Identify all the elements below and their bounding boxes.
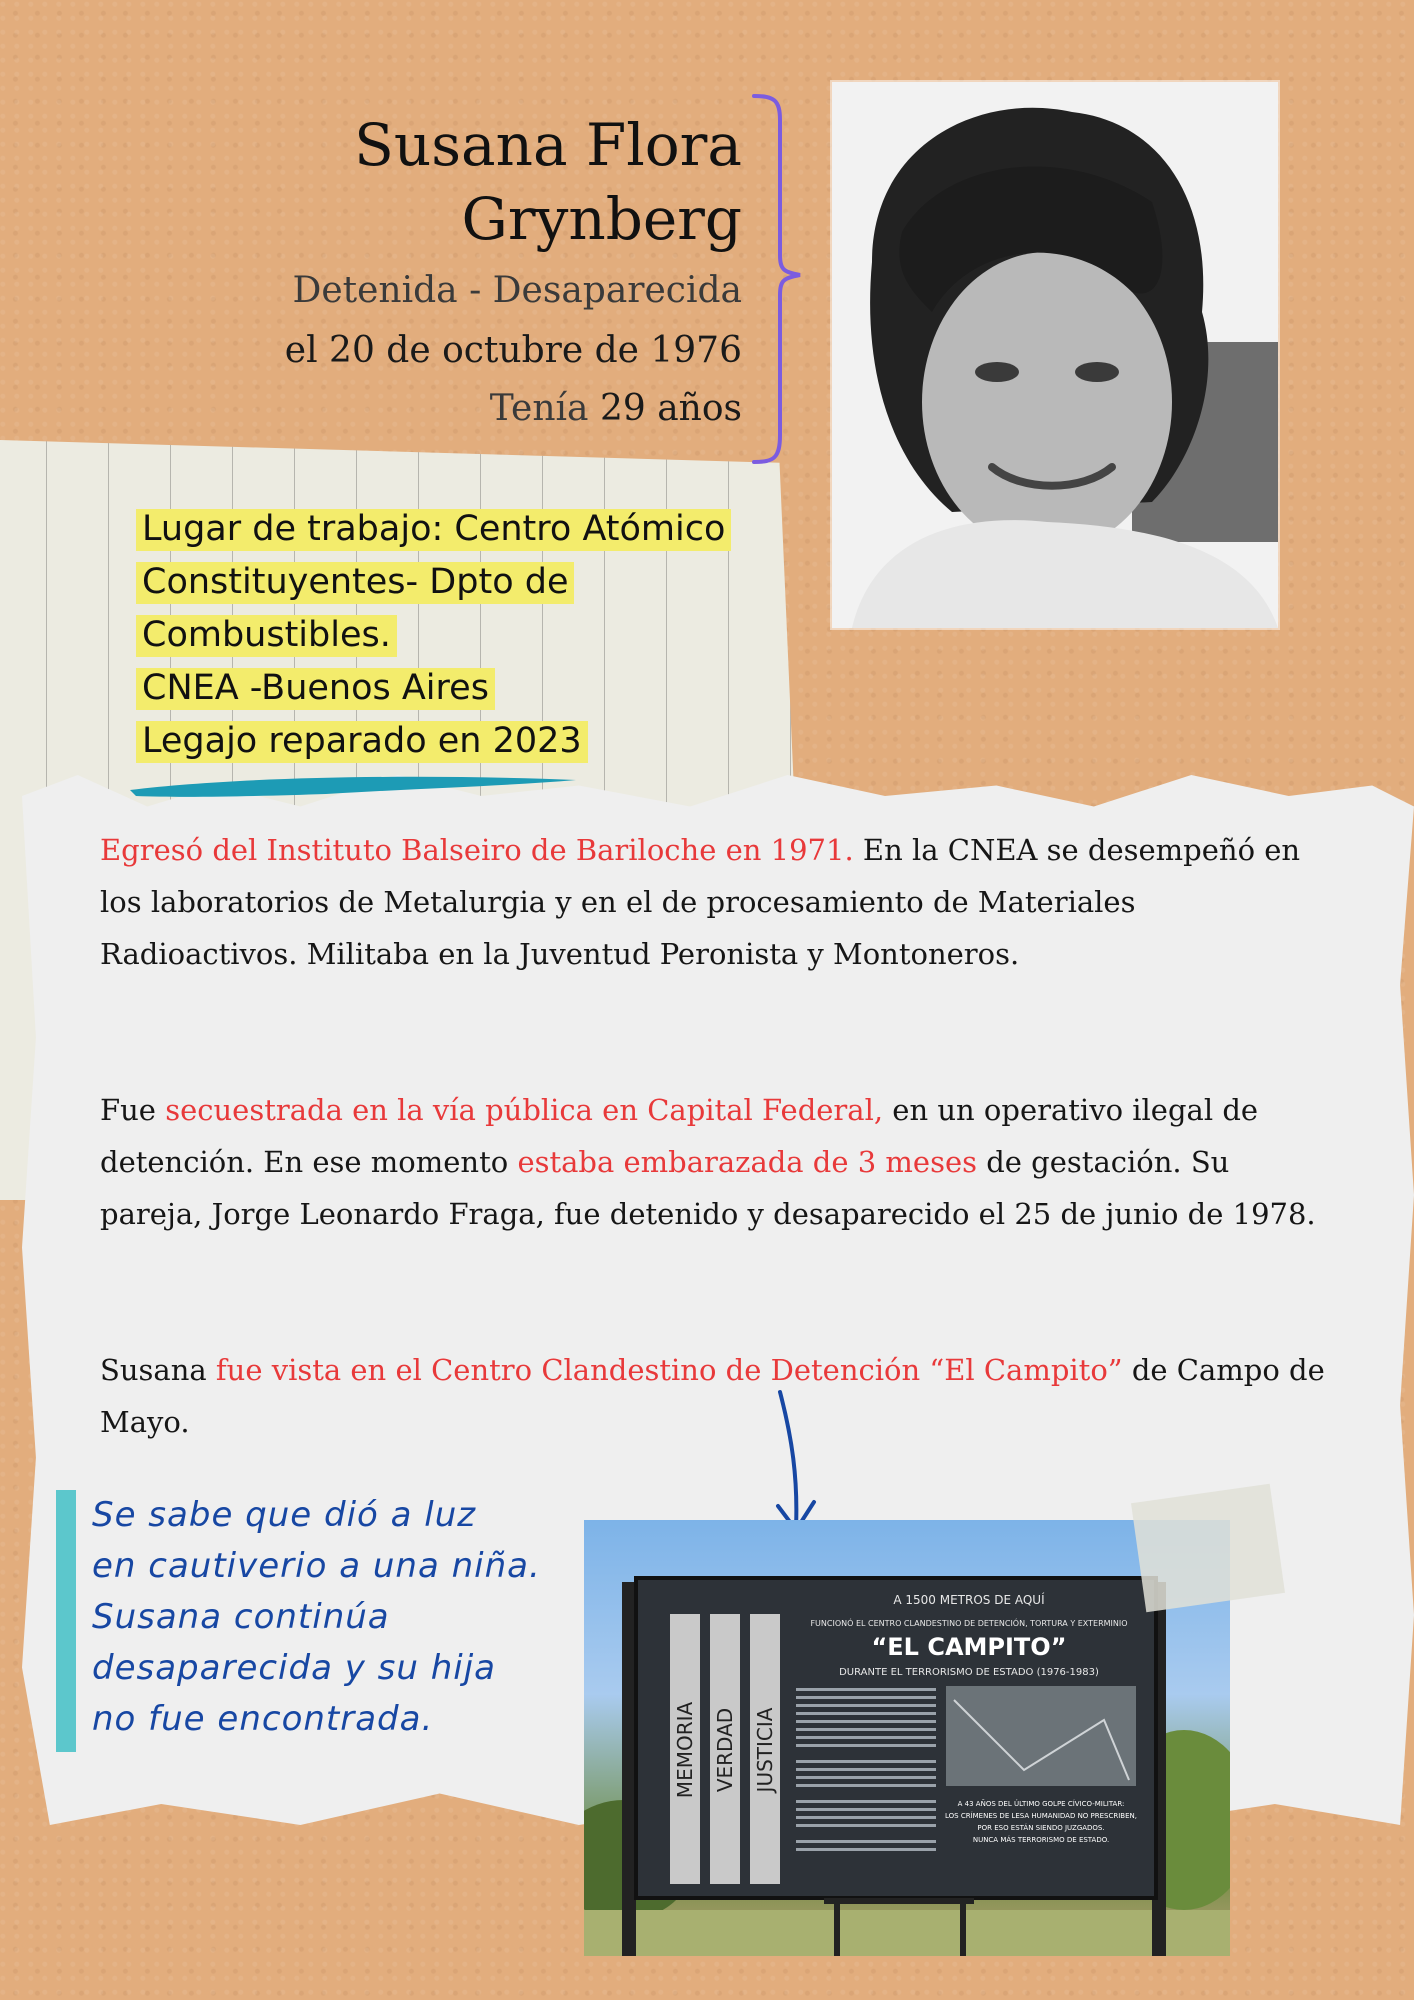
sign-period: DURANTE EL TERRORISMO DE ESTADO (1976-1983): [839, 1667, 1099, 1678]
portrait-photo: [832, 82, 1278, 628]
teal-brush-underline: [126, 768, 586, 802]
note-line-4: desaparecida y su hija: [92, 1648, 497, 1688]
work-line-5: Legajo reparado en 2023: [136, 721, 588, 763]
name-line-2: Grynberg: [461, 185, 742, 253]
age-text: [182, 388, 742, 429]
bio-paragraph-2: [100, 1084, 1330, 1240]
arrow-down-icon: [770, 1388, 820, 1538]
note-accent-bar: [56, 1490, 76, 1752]
bio-paragraph-1: [100, 824, 1330, 980]
sign-top-text: A 1500 METROS DE AQUÍ: [893, 1593, 1045, 1607]
bio-p3-highlight: fue vista en el Centro Clandestino de Detención “El Campito”: [215, 1353, 1123, 1387]
sign-footer-3: POR ESO ESTÁN SIENDO JUZGADOS.: [977, 1824, 1105, 1832]
age-value: 29 años: [599, 388, 742, 429]
bio-p2-c: de gestación. Su pareja, Jorge Leonardo Fraga, fue detenido y desaparecido el 25 de junio de 1978.: [100, 1145, 1316, 1231]
bio-paragraph-3: [100, 1344, 1330, 1448]
bio-p2-highlight-1: secuestrada en la vía pública en Capital Federal,: [165, 1093, 884, 1127]
note-line-1: Se sabe que dió a luz: [92, 1495, 477, 1535]
note-line-2: en cautiverio a una niña.: [92, 1546, 541, 1586]
work-line-4: CNEA -Buenos Aires: [136, 668, 495, 710]
person-name: [222, 108, 742, 256]
note-line-3: Susana continúa: [92, 1597, 390, 1637]
curly-bracket-icon: [748, 90, 808, 470]
sign-sub-text: FUNCIONÓ EL CENTRO CLANDESTINO DE DETENCIÓN, TORTURA Y EXTERMINIO: [810, 1619, 1128, 1628]
work-line-3: Combustibles.: [136, 615, 397, 657]
sign-footer-4: NUNCA MÁS TERRORISMO DE ESTADO.: [972, 1836, 1110, 1844]
sign-word-verdad: VERDAD: [713, 1707, 737, 1793]
sign-title: “EL CAMPITO”: [871, 1633, 1067, 1661]
bio-p2-a: Fue: [100, 1093, 166, 1127]
bio-p3-a: Susana: [100, 1353, 216, 1387]
el-campito-sign-photo: [584, 1520, 1230, 1956]
sign-word-memoria: MEMORIA: [673, 1701, 697, 1799]
bio-p1-highlight: Egresó del Instituto Balseiro de Bariloche en 1971.: [100, 833, 854, 867]
work-line-2: Constituyentes- Dpto de: [136, 562, 574, 604]
status-text: Detenida - Desaparecida: [292, 270, 742, 311]
sign-footer-1: A 43 AÑOS DEL ÚLTIMO GOLPE CÍVICO-MILITAR:: [957, 1800, 1125, 1808]
bio-p2-b: en un operativo ilegal de detención. En ese momento: [100, 1093, 1259, 1179]
handwritten-note: [92, 1490, 612, 1745]
work-line-1: Lugar de trabajo: Centro Atómico: [136, 509, 731, 551]
work-info: [136, 503, 816, 768]
bio-p1-text: En la CNEA se desempeñó en los laboratorios de Metalurgia y en el de procesamiento de Materiales Radioactivos. Militaba en la Juventud Peronista y Montoneros.: [100, 833, 1301, 971]
tape-strip: [1131, 1484, 1285, 1612]
bio-p3-b: de Campo de Mayo.: [100, 1353, 1325, 1439]
age-prefix: Tenía: [489, 388, 589, 429]
bio-p2-highlight-2: estaba embarazada de 3 meses: [517, 1145, 978, 1179]
sign-word-justicia: JUSTICIA: [753, 1707, 777, 1793]
note-line-5: no fue encontrada.: [92, 1699, 434, 1739]
date-text: el 20 de octubre de 1976: [284, 330, 742, 371]
name-line-1: Susana Flora: [354, 111, 742, 179]
sign-footer-2: LOS CRÍMENES DE LESA HUMANIDAD NO PRESCRIBEN,: [945, 1812, 1137, 1820]
